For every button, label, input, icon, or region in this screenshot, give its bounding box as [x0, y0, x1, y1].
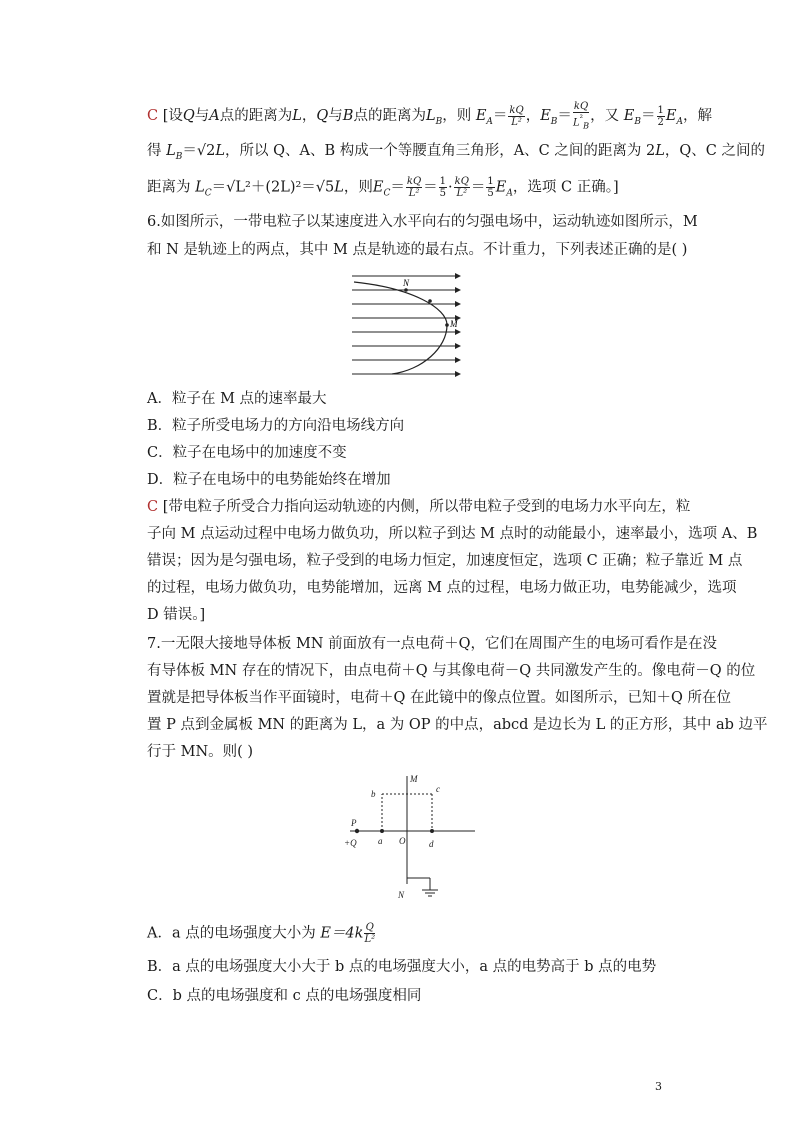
q6-field-diagram — [352, 268, 464, 380]
point-P — [355, 829, 359, 833]
fraction: $\frac{kQ}{L^{^2}_B}$ — [572, 101, 590, 131]
label-b: b — [371, 789, 376, 799]
fraction: $\frac{kQ}{\text{L²}}$ — [509, 104, 524, 128]
q7-stem-line2: 有导体板 MN 存在的情况下，由点电荷＋Q 与其像电荷－Q 共同激发产生的。像电荷－Q 的位 — [147, 663, 756, 679]
q6-option-c: C．粒子在电场中的加速度不变 — [147, 445, 347, 461]
label-d: d — [429, 839, 434, 849]
answer-tag: C — [147, 108, 159, 125]
q6-option-d: D．粒子在电场中的电势能始终在增加 — [147, 472, 391, 488]
point-M — [445, 323, 449, 327]
label-M: M — [410, 774, 418, 784]
q7-option-b: B．a 点的电场强度大小大于 b 点的电场强度大小，a 点的电势高于 b 点的电势 — [147, 959, 657, 975]
q5-answer-line2: 得 $L_B=√2L$，所以 Q、A、B 构成一个等腰直角三角形，A、C 之间的距离为 2L，Q、C 之间的 — [147, 143, 765, 162]
q6-answer-line4: 的过程，电场力做负功，电势能增加，远离 M 点的过程，电场力做正功，电势能减少，选项 — [147, 580, 737, 596]
point-a — [380, 829, 384, 833]
q6-stem-line1: 6.如图所示，一带电粒子以某速度进入水平向右的匀强电场中，运动轨迹如图所示，M — [147, 214, 698, 230]
point-d — [430, 829, 434, 833]
q6-answer-line2: 子向 M 点运动过程中电场力做负功，所以粒子到达 M 点时的动能最小，速率最小，选项 A、B — [147, 526, 758, 542]
q7-stem-line3: 置就是把导体板当作平面镜时，电荷＋Q 在此镜中的像点位置。如图所示，已知＋Q 所在位 — [147, 690, 731, 706]
fraction: $\frac{1}{2}$ — [657, 104, 664, 128]
page-number: 3 — [655, 1080, 662, 1093]
q7-conductor-diagram — [340, 772, 480, 902]
q6-option-b: B．粒子所受电场力的方向沿电场线方向 — [147, 418, 405, 434]
label-c: c — [436, 784, 440, 794]
label-N: N — [403, 278, 410, 288]
label-N: N — [398, 890, 405, 900]
q6-stem-line2: 和 N 是轨迹上的两点，其中 M 点是轨迹的最右点。不计重力，下列表述正确的是( ) — [147, 242, 688, 258]
label-O: O — [399, 836, 406, 846]
q6-option-a: A．粒子在 M 点的速率最大 — [147, 391, 327, 407]
q6-answer-line1: C [带电粒子所受合力指向运动轨迹的内侧，所以带电粒子受到的电场力水平向左，粒 — [147, 499, 691, 515]
q6-answer-line5: D 错误。] — [147, 607, 206, 623]
q7-stem-line5: 行于 MN。则( ) — [147, 744, 254, 760]
q7-stem-line4: 置 P 点到金属板 MN 的距离为 L，a 为 OP 的中点，abcd 是边长为 L 的正方形，其中 ab 边平 — [147, 717, 768, 733]
label-a: a — [378, 836, 383, 846]
q7-option-c: C．b 点的电场强度和 c 点的电场强度相同 — [147, 988, 422, 1004]
answer-tag: C — [147, 499, 159, 515]
q7-stem-line1: 7.一无限大接地导体板 MN 前面放有一点电荷＋Q，它们在周围产生的电场可看作是在没 — [147, 636, 717, 652]
label-M: M — [450, 319, 458, 329]
q7-option-a: A．a 点的电场强度大小为 E＝4k $\frac{Q}{\text{L²}}$ — [147, 922, 376, 945]
point-N — [404, 288, 408, 292]
q6-answer-line3: 错误；因为是匀强电场，粒子受到的电场力恒定，加速度恒定，选项 C 正确；粒子靠近 M 点 — [147, 553, 743, 569]
label-P: P — [351, 818, 357, 828]
q5-answer-line3: 距离为 $L_C=√L^2+(2L)^2=√5L$，则$E_C=$ $\frac{kQ}{\text{L²}}$ ＝ $\frac{1}{5}$ · $\frac{kQ}{\text{L²}}$ ＝ $\frac{1}{5}$ $E_A$，选项 C 正确。] — [147, 176, 619, 199]
label-plus-Q: +Q — [344, 838, 357, 848]
q5-answer-line1: C [设Q与A点的距离为L，Q与B点的距离为$L_B$，则 $E_A=$ $\frac{kQ}{\text{L²}}$ ，$E_B=$ $\frac{kQ}{L^{^2}_B}$ ，又 $E_B=$ $\frac{1}{2}$ $E_A$，解 — [147, 101, 712, 131]
